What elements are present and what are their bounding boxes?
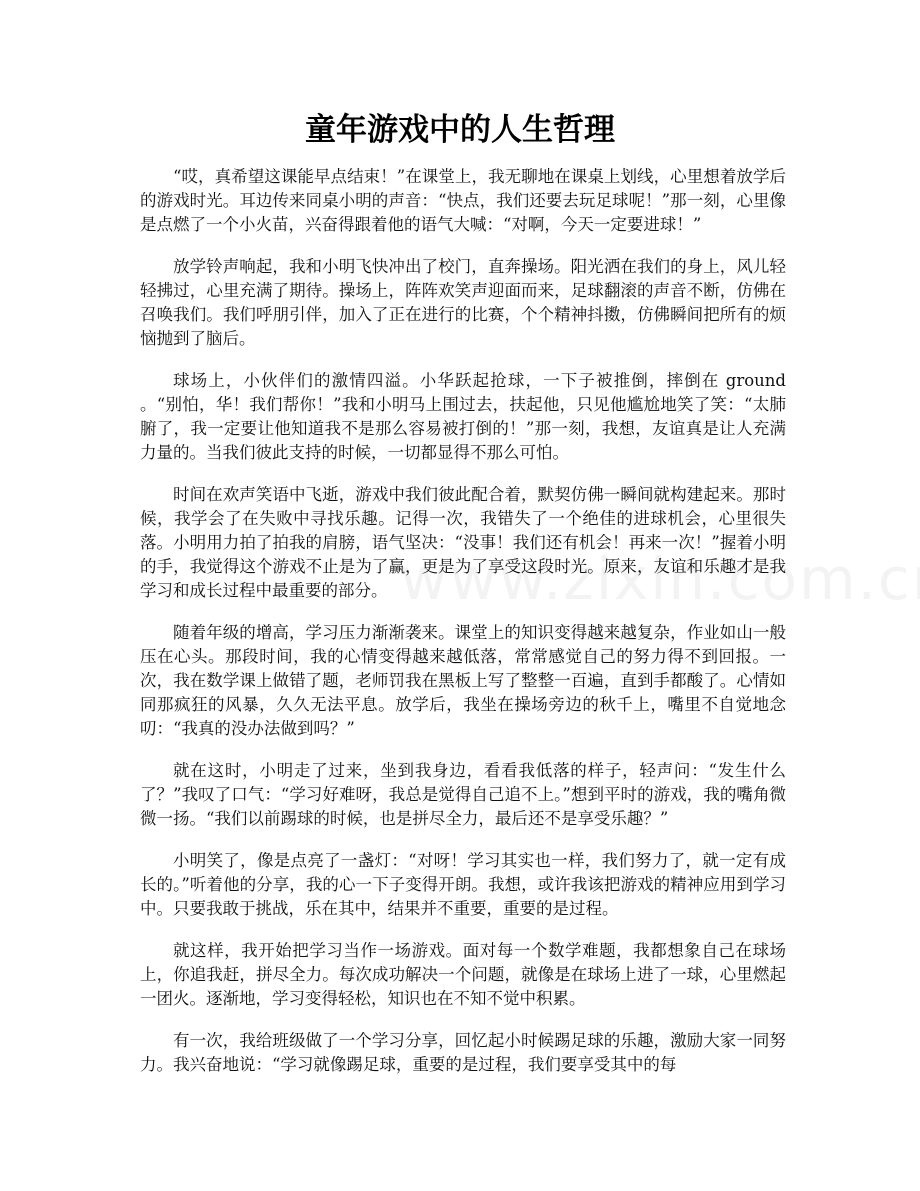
paragraph: 时间在欢声笑语中飞逝，游戏中我们彼此配合着，默契仿佛一瞬间就构建起来。那时候，我学会了在失败中寻找乐趣。记得一次，我错失了一个绝佳的进球机会，心里很失落。小明用力拍了拍我的肩膀，语气坚决：“没事！我们还有机会！再来一次！”握着小明的手，我觉得这个游戏不止是为了赢，更是为了享受这段时光。原来，友谊和乐趣才是我学习和成长过程中最重要的部分。 xyxy=(140,485,786,600)
paragraph: 就在这时，小明走了过来，坐到我身边，看看我低落的样子，轻声问：“发生什么了？”我叹了口气：“学习好难呀，我总是觉得自己追不上。”想到平时的游戏，我的嘴角微微一扬。“我们以前踢球的时候，也是拼尽全力，最后还不是享受乐趣？” xyxy=(140,761,786,828)
paragraph: 就这样，我开始把学习当作一场游戏。面对每一个数学难题，我都想象自己在球场上，你追我赶，拼尽全力。每次成功解决一个问题，就像是在球场上进了一球，心里燃起一团火。逐渐地，学习变得轻松，知识也在不知不觉中积累。 xyxy=(140,941,786,1008)
paragraph: 放学铃声响起，我和小明飞快冲出了校门，直奔操场。阳光洒在我们的身上，风儿轻轻拂过，心里充满了期待。操场上，阵阵欢笑声迎面而来，足球翻滚的声音不断，仿佛在召唤我们。我们呼朋引伴，加入了正在进行的比赛，个个精神抖擞，仿佛瞬间把所有的烦恼抛到了脑后。 xyxy=(140,257,786,348)
paragraph: 有一次，我给班级做了一个学习分享，回忆起小时候踢足球的乐趣，激励大家一同努力。我兴奋地说：“学习就像踢足球，重要的是过程，我们要享受其中的每 xyxy=(140,1031,786,1074)
document-body xyxy=(140,165,786,1095)
paragraph: 小明笑了，像是点亮了一盏灯：“对呀！学习其实也一样，我们努力了，就一定有成长的。”听着他的分享，我的心一下子变得开朗。我想，或许我该把游戏的精神应用到学习中。只要我敢于挑战，乐在其中，结果并不重要，重要的是过程。 xyxy=(140,851,786,918)
paragraph: 球场上，小伙伴们的激情四溢。小华跃起抢球，一下子被推倒，摔倒在 ground 。“别怕，华！我们帮你！”我和小明马上围过去，扶起他，只见他尴尬地笑了笑：“太肺腑了，我一定要让他知道我不是那么容易被打倒的！”那一刻，我想，友谊真是让人充满力量的。当我们彼此支持的时候，一切都显得不那么可怕。 xyxy=(140,371,786,462)
paragraph: 随着年级的增高，学习压力渐渐袭来。课堂上的知识变得越来越复杂，作业如山一般压在心头。那段时间，我的心情变得越来越低落，常常感觉自己的努力得不到回报。一次，我在数学课上做错了题，老师罚我在黑板上写了整整一百遍，直到手都酸了。心情如同那疯狂的风暴，久久无法平息。放学后，我坐在操场旁边的秋千上，嘴里不自觉地念叨：“我真的没办法做到吗？” xyxy=(140,623,786,738)
paragraph: “哎，真希望这课能早点结束！”在课堂上，我无聊地在课桌上划线，心里想着放学后的游戏时光。耳边传来同桌小明的声音：“快点，我们还要去玩足球呢！”那一刻，心里像是点燃了一个小火苗，兴奋得跟着他的语气大喊：“对啊，今天一定要进球！” xyxy=(140,167,786,234)
document-title: 童年游戏中的人生哲理 xyxy=(305,112,615,148)
